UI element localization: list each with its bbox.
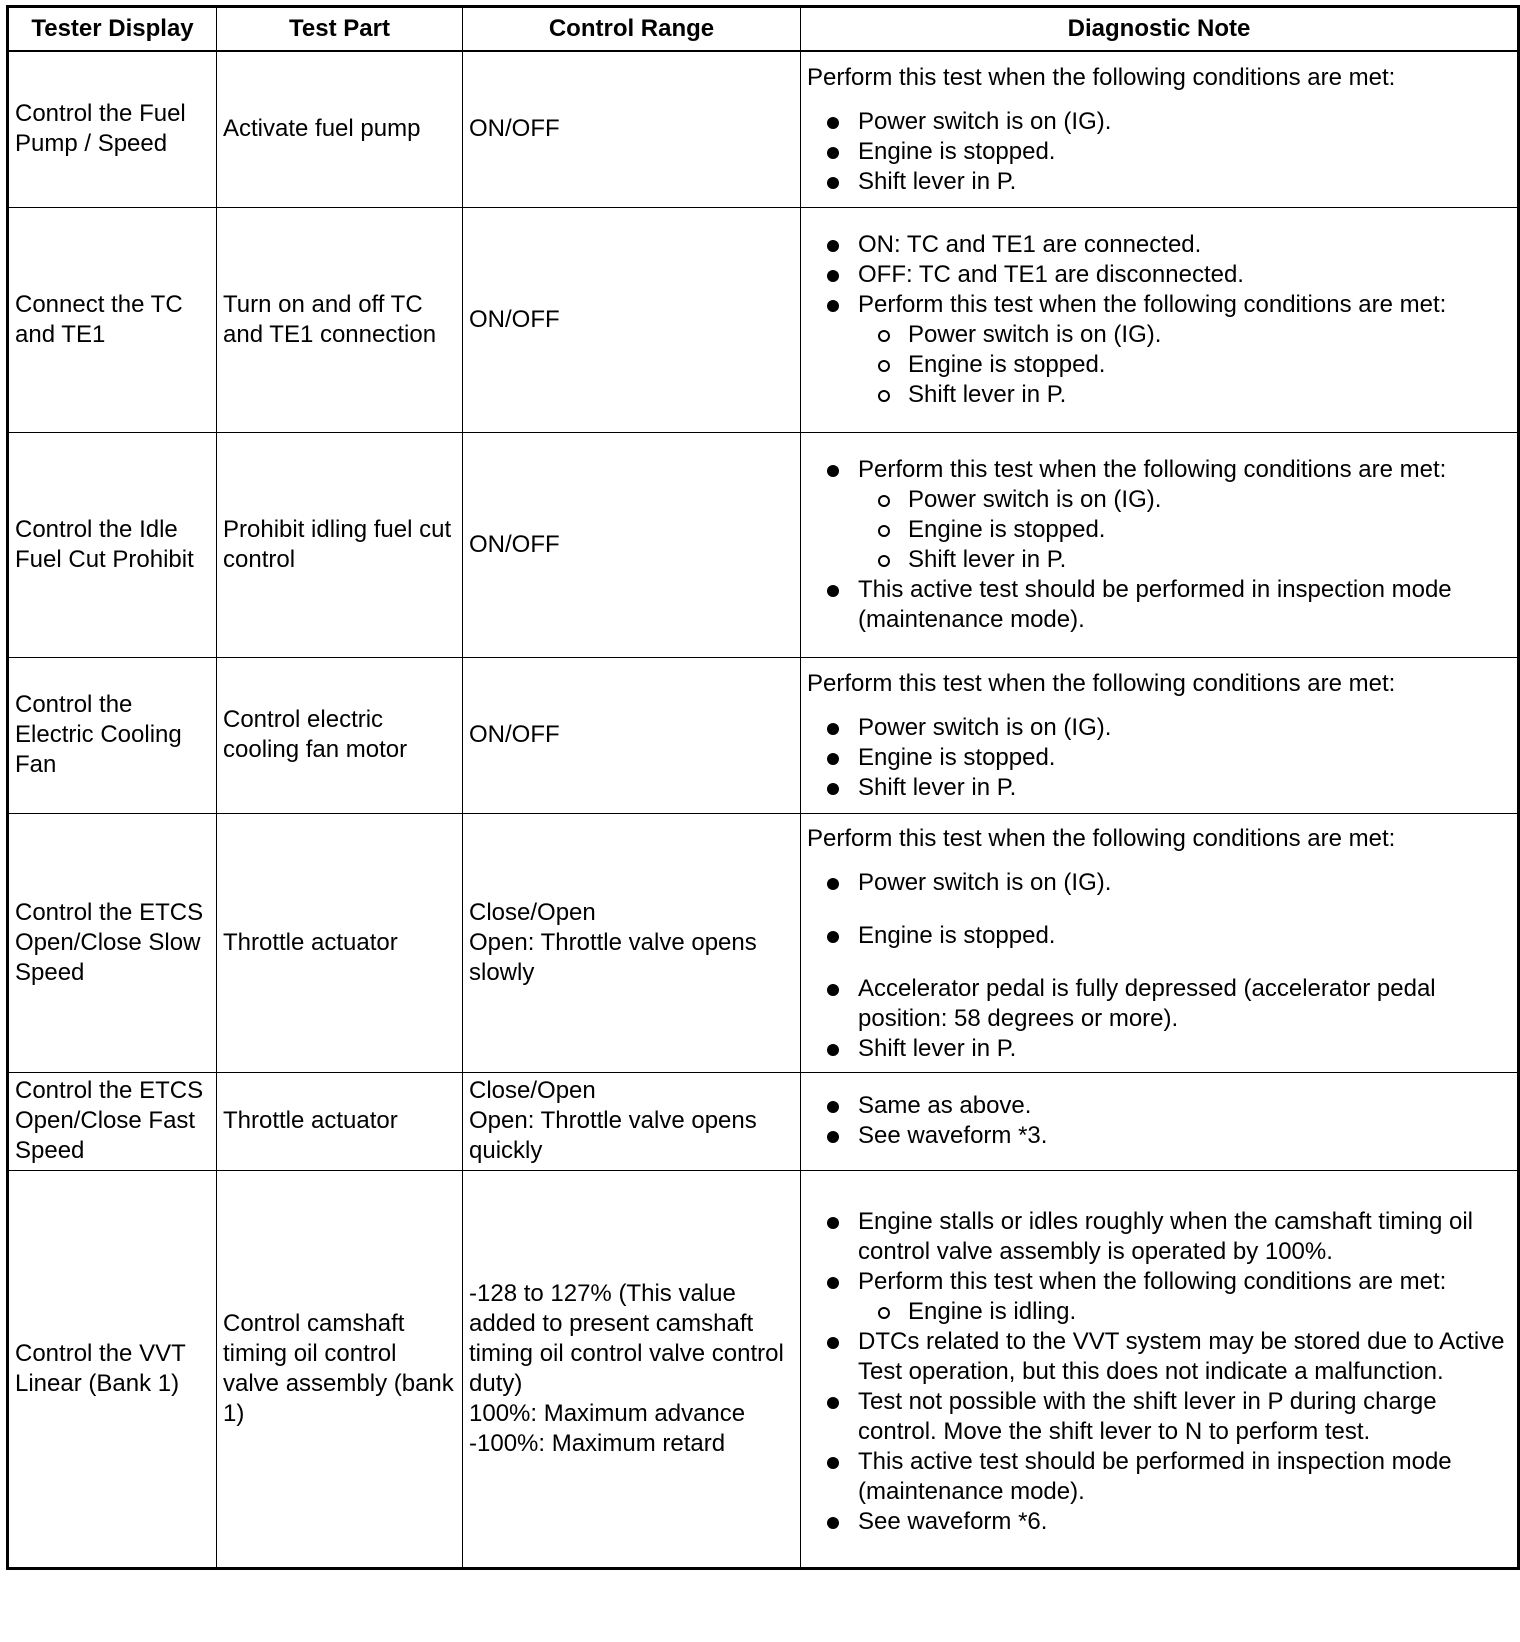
note-item-text: Perform this test when the following conditions are met:	[858, 290, 1447, 318]
note-item: Engine is stopped.	[807, 921, 1511, 951]
control-range-cell: Close/Open Open: Throttle valve opens slowly	[463, 813, 801, 1072]
diagnostic-note-cell	[801, 813, 1519, 1072]
header-diagnostic-note: Diagnostic Note	[801, 7, 1519, 52]
note-subitem: Power switch is on (IG).	[858, 485, 1511, 515]
test-part-cell: Turn on and off TC and TE1 connection	[217, 207, 463, 432]
note-subitem: Engine is idling.	[858, 1297, 1511, 1327]
table-row	[8, 657, 1519, 813]
note-item: ON: TC and TE1 are connected.	[807, 230, 1511, 260]
active-test-table	[6, 5, 1520, 1570]
table-row	[8, 1072, 1519, 1170]
table-row	[8, 51, 1519, 207]
test-part-cell: Prohibit idling fuel cut control	[217, 432, 463, 657]
note-subitem: Engine is stopped.	[858, 350, 1511, 380]
test-part-cell: Activate fuel pump	[217, 51, 463, 207]
tester-display-cell: Control the Fuel Pump / Speed	[8, 51, 217, 207]
control-range-cell: ON/OFF	[463, 657, 801, 813]
note-list	[807, 230, 1511, 410]
diagnostic-note-cell	[801, 432, 1519, 657]
tester-display-cell: Control the Electric Cooling Fan	[8, 657, 217, 813]
note-subitem: Engine is stopped.	[858, 515, 1511, 545]
table-row	[8, 813, 1519, 1072]
test-part-cell: Throttle actuator	[217, 813, 463, 1072]
note-item	[807, 455, 1511, 575]
note-intro: Perform this test when the following conditions are met:	[807, 670, 1396, 697]
diagnostic-note-cell	[801, 1170, 1519, 1568]
table-row	[8, 432, 1519, 657]
note-list	[807, 107, 1511, 197]
note-item	[807, 290, 1511, 410]
control-range-cell: ON/OFF	[463, 51, 801, 207]
note-list	[807, 868, 1511, 1064]
tester-display-cell: Control the VVT Linear (Bank 1)	[8, 1170, 217, 1568]
note-sublist	[858, 485, 1511, 575]
table-row	[8, 1170, 1519, 1568]
table-row	[8, 207, 1519, 432]
note-item: Power switch is on (IG).	[807, 868, 1511, 898]
note-sublist	[858, 1297, 1511, 1327]
control-range-cell: -128 to 127% (This value added to present camshaft timing oil control valve control duty) 100%: Maximum advance -100%: Maximum retard	[463, 1170, 801, 1568]
control-range-cell: ON/OFF	[463, 432, 801, 657]
note-subitem: Shift lever in P.	[858, 545, 1511, 575]
test-part-cell: Throttle actuator	[217, 1072, 463, 1170]
diagnostic-note-cell	[801, 657, 1519, 813]
header-tester-display: Tester Display	[8, 7, 217, 52]
note-item: Engine is stopped.	[807, 137, 1511, 167]
note-intro: Perform this test when the following conditions are met:	[807, 824, 1396, 852]
diagnostic-note-cell	[801, 207, 1519, 432]
tester-display-cell: Control the ETCS Open/Close Fast Speed	[8, 1072, 217, 1170]
note-item: Accelerator pedal is fully depressed (accelerator pedal position: 58 degrees or more).	[807, 974, 1511, 1034]
note-subitem: Power switch is on (IG).	[858, 320, 1511, 350]
test-part-cell: Control electric cooling fan motor	[217, 657, 463, 813]
header-test-part: Test Part	[217, 7, 463, 52]
tester-display-cell: Control the Idle Fuel Cut Prohibit	[8, 432, 217, 657]
note-item: This active test should be performed in inspection mode (maintenance mode).	[807, 575, 1511, 635]
test-part-cell: Control camshaft timing oil control valve assembly (bank 1)	[217, 1170, 463, 1568]
note-list	[807, 713, 1511, 803]
note-item-text: Perform this test when the following conditions are met:	[858, 455, 1447, 483]
note-item-text: Perform this test when the following conditions are met:	[858, 1267, 1447, 1295]
header-control-range: Control Range	[463, 7, 801, 52]
diagnostic-note-cell	[801, 1072, 1519, 1170]
note-item: Test not possible with the shift lever in P during charge control. Move the shift lever to N to perform test.	[807, 1387, 1511, 1447]
note-item: DTCs related to the VVT system may be stored due to Active Test operation, but this does not indicate a malfunction.	[807, 1327, 1511, 1387]
note-intro: Perform this test when the following conditions are met:	[807, 64, 1396, 92]
note-subitem: Shift lever in P.	[858, 380, 1511, 410]
note-item: Shift lever in P.	[807, 1034, 1511, 1064]
note-item: Power switch is on (IG).	[807, 107, 1511, 137]
note-item: Shift lever in P.	[807, 167, 1511, 197]
note-list	[807, 1207, 1511, 1537]
note-item: Same as above.	[807, 1091, 1511, 1121]
note-item: Power switch is on (IG).	[807, 713, 1511, 743]
tester-display-cell: Control the ETCS Open/Close Slow Speed	[8, 813, 217, 1072]
note-item: Engine is stopped.	[807, 743, 1511, 773]
note-item: OFF: TC and TE1 are disconnected.	[807, 260, 1511, 290]
header-row	[8, 7, 1519, 52]
note-list	[807, 1091, 1511, 1151]
control-range-cell: ON/OFF	[463, 207, 801, 432]
control-range-cell: Close/Open Open: Throttle valve opens quickly	[463, 1072, 801, 1170]
note-item: See waveform *3.	[807, 1121, 1511, 1151]
note-item: This active test should be performed in inspection mode (maintenance mode).	[807, 1447, 1511, 1507]
diagnostic-note-cell	[801, 51, 1519, 207]
note-list	[807, 455, 1511, 635]
note-item: Engine stalls or idles roughly when the camshaft timing oil control valve assembly is operated by 100%.	[807, 1207, 1511, 1267]
note-item: See waveform *6.	[807, 1507, 1511, 1537]
note-item: Shift lever in P.	[807, 773, 1511, 803]
tester-display-cell: Connect the TC and TE1	[8, 207, 217, 432]
note-item	[807, 1267, 1511, 1327]
note-sublist	[858, 320, 1511, 410]
